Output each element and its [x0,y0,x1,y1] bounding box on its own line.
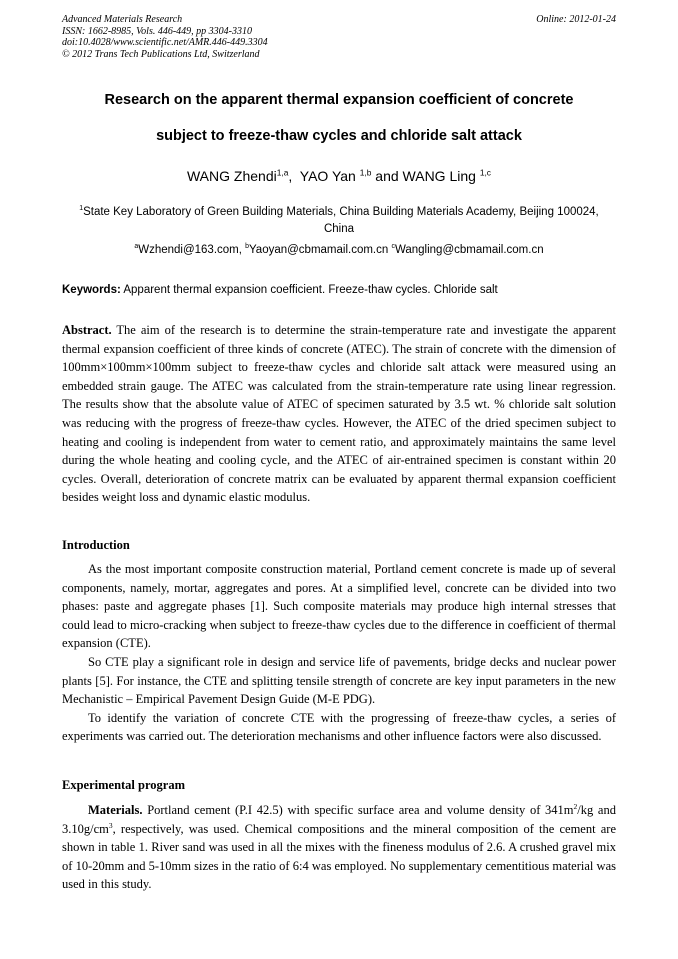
abstract [62,321,616,507]
section-heading-experimental: Experimental program [62,778,186,792]
keywords-label: Keywords: [62,284,121,296]
email-link[interactable]: Yaoyan@cbmamail.com.cn [248,244,392,256]
journal-header [62,14,616,60]
author-separator: and [371,168,403,184]
section-heading-introduction: Introduction [62,538,130,552]
abstract-label: Abstract. [62,323,112,337]
author-list [62,168,616,184]
author-affiliation-mark: 1,b [359,167,372,178]
journal-copyright: © 2012 Trans Tech Publications Ltd, Switzerland [62,48,260,60]
paragraph: As the most important composite construction material, Portland cement concrete is made up of several components, namely, mortar, aggregates and pores. At a simplified level, concrete can be divided into two phases: paste and aggregate phases [1]. Such composite materials may produce high internal stresses that could lead to micro-cracking when subject to freeze-thaw cycles due to the difference in coefficient of thermal expansion (CTE). [62,562,616,651]
journal-name: Advanced Materials Research [62,14,183,25]
superscript: 2 [573,801,578,811]
paper-title-line-2: subject to freeze-thaw cycles and chloride salt attack [156,128,522,144]
journal-doi: doi:10.4028/www.scientific.net/AMR.446-449.3304 [62,37,268,48]
author-affiliation-mark: 1,c [479,167,491,178]
email-mark: a [134,243,139,251]
author-emails [62,244,616,256]
materials-text: Portland cement (P.I 42.5) with specific surface area and volume density of 341m [142,803,574,817]
author-name: WANG Ling [402,168,480,184]
author-name: WANG Zhendi [186,168,277,184]
email-link[interactable]: Wzhendi@163.com, [138,244,246,256]
email-link[interactable]: Wangling@cbmamail.com.cn [394,244,544,256]
affiliation-text: State Key Laboratory of Green Building Materials, China Building Materials Academy, Beijing 100024, China [83,206,599,235]
journal-issn: ISSN: 1662-8985, Vols. 446-449, pp 3304-3310 [62,25,252,37]
keywords [62,284,616,296]
email-mark: c [391,243,395,251]
paragraph: To identify the variation of concrete CTE with the progressing of freeze-thaw cycles, a series of experiments was carried out. The deterioration mechanisms and other influence factors were also discussed. [62,710,616,744]
abstract-text: The aim of the research is to determine the strain-temperature rate and investigate the apparent thermal expansion coefficient of three kinds of concrete (ATEC). The strain of concrete with the dimension of 100mm×100mm×100mm subject to freeze-thaw cycles and chloride salt attack were measured using an embedded strain gauge. The ATEC was calculated from the strain-temperature rate using linear regression. The results show that the absolute value of ATEC of specimen saturated by 3.5 wt. % chloride salt solution was reducing with the progress of freeze-thaw cycles. However, the ATEC of the dried specimen subject to heating and cooling is independent from water to cement ratio, and approximately maintains the same level during the whole heating and cooling cycle, and the ATEC of air-entrained specimen is constant within 20 cycles. Overall, deterioration of concrete matrix can be evaluated by apparent thermal expansion coefficient besides weight loss and dynamic elastic modulus. [62,323,616,505]
author-affiliation-mark: 1,a [276,167,289,178]
author-separator: , [288,168,300,184]
introduction-body [62,560,616,746]
materials-text: , respectively, was used. Chemical compositions and the mineral composition of the cement are shown in table 1. River sand was used in all the mixes with the fineness modulus of 2.6. A crushed gravel mix of 10-20mm and 5-10mm sizes in the ratio of 6:4 was employed. No supplementary cementitious material was used in this study. [62,821,616,892]
materials-text: /kg and 3.10g/cm [62,803,616,836]
online-date: Online: 2012-01-24 [536,14,616,25]
materials-label: Materials. [88,803,143,817]
email-mark: b [245,243,249,251]
paragraph: So CTE play a significant role in design and service life of pavements, bridge decks and nuclear power plants [5]. For instance, the CTE and splitting tensile strength of concrete are key input parameters in the new Mechanistic – Empirical Pavement Design Guide (M-E PDG). [62,654,616,707]
author-name: YAO Yan [299,168,360,184]
paper-title-line-1: Research on the apparent thermal expansion coefficient of concrete [104,92,574,108]
experimental-body [62,801,616,894]
keywords-text: Apparent thermal expansion coefficient. Freeze-thaw cycles. Chloride salt [120,284,498,296]
affiliation [70,204,608,238]
affiliation-mark: 1 [79,205,84,213]
superscript: 3 [108,820,113,830]
